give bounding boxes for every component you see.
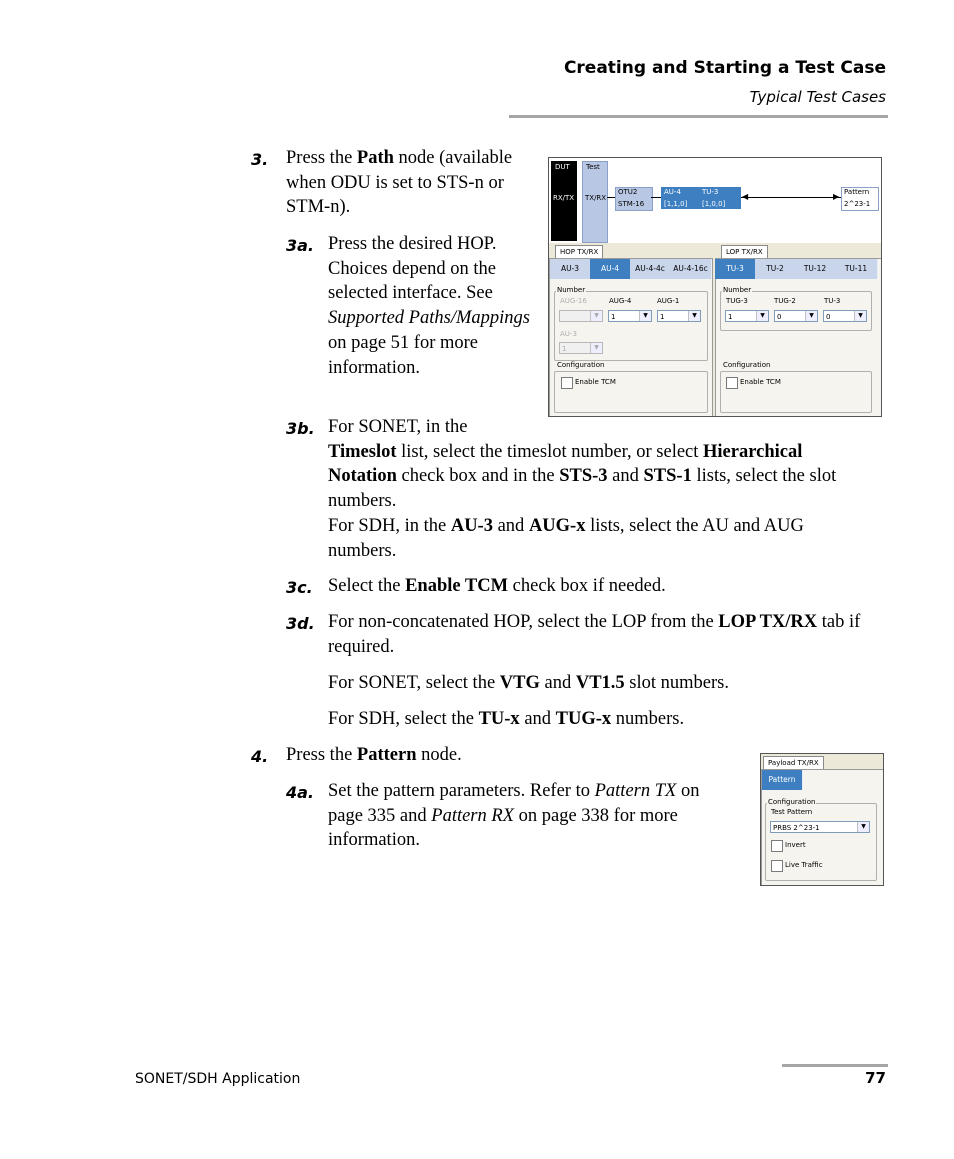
test-block [582,161,608,243]
subtab-tu12[interactable]: TU-12 [795,259,836,279]
otu2-label: OTU2 [618,188,638,196]
step-3d-number: 3d. [286,614,315,633]
subtab-au3[interactable]: AU-3 [550,259,591,279]
running-header-subtitle: Typical Test Cases [749,88,886,106]
invert-label: Invert [785,841,806,849]
aug4-select[interactable]: 1 ▼ [608,310,652,322]
configuration-label: Configuration [768,798,816,806]
stm16-label: STM-16 [618,200,645,208]
aug16-label: AUG-16 [560,297,587,305]
tug2-select[interactable]: 0 ▼ [774,310,818,322]
enable-tcm-label: Enable TCM [740,378,781,386]
arrow-left-icon: ◀ [742,192,749,201]
connector-line [741,197,841,198]
step-3d-text: For non-concatenated HOP, select the LOP from the LOP TX/RX tab if required. [328,612,861,657]
tu3-value: [1,0,0] [702,200,726,208]
test-pattern-select[interactable]: PRBS 2^23-1 ▼ [770,821,870,833]
step-4a-text: Set the pattern parameters. Refer to Pattern TX on page 335 and Pattern RX on page 338 for more information. [328,781,700,851]
au4-value: [1,1,0] [664,200,688,208]
step-4-text: Press the Pattern node. [286,745,462,765]
aug1-select[interactable]: 1 ▼ [657,310,701,322]
step-3d-sdh-text: For SDH, select the TU-x and TUG-x numbers. [328,709,685,729]
connector-line [607,197,615,198]
configuration-label: Configuration [723,361,771,369]
step-3b-number: 3b. [286,419,315,438]
tug3-label: TUG-3 [726,297,748,305]
connector-line [651,197,661,198]
au4-label: AU-4 [664,188,681,196]
tu3-select[interactable]: 0 ▼ [823,310,867,322]
chevron-down-icon: ▼ [590,343,602,353]
path-config-screenshot [548,157,882,417]
chevron-down-icon: ▼ [854,311,866,321]
au3-label: AU-3 [560,330,577,338]
aug16-select [559,310,603,322]
subtab-au4-4c[interactable]: AU-4-4c [630,259,671,279]
number-label: Number [557,286,586,294]
aug4-label: AUG-4 [609,297,632,305]
step-3c-number: 3c. [286,578,313,597]
configuration-label: Configuration [557,361,605,369]
pattern-value: 2^23-1 [844,200,871,208]
rxtx-label: RX/TX [553,194,575,202]
pattern-config-screenshot [760,753,884,886]
header-rule [509,115,888,118]
aug1-label: AUG-1 [657,297,680,305]
chevron-down-icon: ▼ [590,311,602,321]
subtab-tu3[interactable]: TU-3 [715,259,756,279]
subtab-tu11[interactable]: TU-11 [835,259,878,279]
pattern-label: Pattern [844,188,870,196]
txrx-label: TX/RX [585,194,607,202]
subtab-au4[interactable]: AU-4 [590,259,631,279]
arrow-right-icon: ▶ [833,192,840,201]
invert-checkbox[interactable] [771,840,783,852]
footer-rule [782,1064,888,1067]
au3-select: 1 ▼ [559,342,603,354]
enable-tcm-label: Enable TCM [575,378,616,386]
test-label: Test [586,163,600,171]
step-3a-text: Press the desired HOP. Choices depend on the selected interface. See Supported Paths/Mappings on page 51 for more information. [328,234,530,378]
subtab-au4-16c[interactable]: AU-4-16c [670,259,712,279]
live-traffic-checkbox[interactable] [771,860,783,872]
tab-payload-txrx[interactable]: Payload TX/RX [763,756,824,769]
chevron-down-icon: ▼ [756,311,768,321]
tug2-label: TUG-2 [774,297,796,305]
test-pattern-label: Test Pattern [771,808,813,816]
step-4a-number: 4a. [286,783,315,802]
tab-lop-txrx[interactable]: LOP TX/RX [721,245,768,258]
chevron-down-icon: ▼ [688,311,700,321]
dut-label: DUT [555,163,570,171]
enable-tcm-checkbox[interactable] [726,377,738,389]
running-header-title: Creating and Starting a Test Case [563,58,886,78]
live-traffic-label: Live Traffic [785,861,823,869]
step-3b-text: For SONET, in the Timeslot list, select the timeslot number, or select Hierarchical Notation check box and in the STS-3 and STS-1 lists, select the slot numbers. For SDH, in the AU-3 and AUG-x lists, select the AU and AUG numbers. [328,417,837,561]
step-3-number: 3. [251,150,269,169]
page-number: 77 [865,1069,886,1087]
chevron-down-icon: ▼ [857,822,869,832]
step-3-text: Press the Path node (available when ODU is set to STS-n or STM-n). [286,148,513,218]
subtab-pattern[interactable]: Pattern [762,770,803,790]
tug3-select[interactable]: 1 ▼ [725,310,769,322]
chevron-down-icon: ▼ [805,311,817,321]
step-4-number: 4. [251,747,269,766]
step-3a-number: 3a. [286,236,315,255]
tab-hop-txrx[interactable]: HOP TX/RX [555,245,603,258]
step-3c-text: Select the Enable TCM check box if needed. [328,576,666,596]
subtab-tu2[interactable]: TU-2 [755,259,796,279]
number-label: Number [723,286,752,294]
footer-section: SONET/SDH Application [135,1071,301,1087]
chevron-down-icon: ▼ [639,311,651,321]
step-3d-sonet-text: For SONET, select the VTG and VT1.5 slot numbers. [328,673,729,693]
tu3-label-lop: TU-3 [824,297,841,305]
tu3-label: TU-3 [702,188,719,196]
enable-tcm-checkbox[interactable] [561,377,573,389]
